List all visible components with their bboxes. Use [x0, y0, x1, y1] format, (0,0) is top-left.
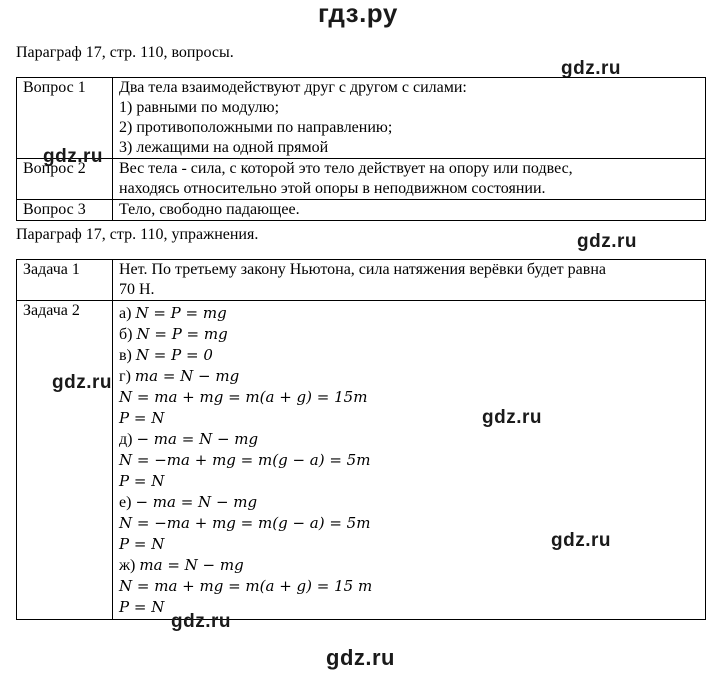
watermark-3: gdz.ru — [577, 231, 637, 252]
watermark-5: gdz.ru — [482, 407, 542, 428]
solution-formula: N = −ma + mg = m(g − a) = 5m — [119, 451, 371, 469]
solution-formula: − ma = N − mg — [136, 430, 259, 448]
answer-line: 2) противоположными по направлению; — [119, 119, 393, 136]
solution-line — [119, 534, 699, 555]
answer-line: находясь относительно этой опоры в неподвижном состоянии. — [119, 180, 546, 197]
answer-line: Вес тела - сила, с которой это тело действует на опору или подвес, — [119, 160, 573, 177]
answer-line: Нет. По третьему закону Ньютона, сила натяжения верёвки будет равна — [119, 261, 606, 278]
table-row — [17, 301, 706, 620]
answer-line: Два тела взаимодействуют друг с другом с силами: — [119, 79, 467, 96]
solution-formula: ma = N − mg — [134, 367, 240, 385]
solution-line — [119, 450, 699, 471]
solution-formula: P = N — [119, 598, 165, 616]
solution-line — [119, 513, 699, 534]
task-answer — [113, 301, 706, 620]
solution-prefix: е) — [119, 494, 136, 511]
row-label: Вопрос 2 — [17, 159, 113, 200]
solution-prefix: а) — [119, 305, 136, 322]
watermark-1: gdz.ru — [561, 58, 621, 79]
solution-line — [119, 366, 699, 387]
solution-formula: N = P = mg — [136, 325, 228, 343]
watermark-4: gdz.ru — [52, 372, 112, 393]
table-row — [17, 159, 706, 200]
solution-prefix: ж) — [119, 557, 140, 574]
solution-line — [119, 471, 699, 492]
watermark-2: gdz.ru — [43, 146, 103, 167]
questions-table — [16, 77, 706, 221]
row-answer — [113, 159, 706, 200]
watermark-top: гдз.ру — [318, 0, 398, 28]
solution-prefix: д) — [119, 431, 137, 448]
task-label: Задача 2 — [17, 301, 113, 620]
row-answer — [113, 200, 706, 221]
solution-formula: N = P = 0 — [135, 346, 213, 364]
solution-formula: N = P = mg — [135, 304, 227, 322]
solution-line — [119, 408, 699, 429]
solution-line — [119, 492, 699, 513]
answer-line: 1) равными по модулю; — [119, 99, 280, 116]
solution-line — [119, 576, 699, 597]
solution-line — [119, 345, 699, 366]
solution-line — [119, 429, 699, 450]
table-row — [17, 200, 706, 221]
solution-formula: ma = N − mg — [139, 556, 244, 574]
solution-formula: P = N — [119, 472, 165, 490]
exercises-table — [16, 259, 706, 620]
watermark-bottom: gdz.ru — [326, 645, 395, 670]
watermark-6: gdz.ru — [551, 530, 611, 551]
watermark-7: gdz.ru — [171, 611, 231, 632]
solution-formula: − ma = N − mg — [135, 493, 258, 511]
solution-formula: N = ma + mg = m(a + g) = 15 m — [119, 577, 373, 595]
task-label: Задача 1 — [17, 260, 113, 301]
answer-line: 70 Н. — [119, 281, 155, 298]
row-label: Вопрос 1 — [17, 78, 113, 159]
solution-line — [119, 387, 699, 408]
solution-prefix: г) — [119, 368, 135, 385]
solution-line — [119, 303, 699, 324]
section1-caption: Параграф 17, стр. 110, вопросы. — [16, 44, 234, 61]
solution-line — [119, 555, 699, 576]
solution-formula: N = −ma + mg = m(g − a) = 5m — [119, 514, 371, 532]
solution-formula: P = N — [119, 409, 165, 427]
solution-prefix: б) — [119, 326, 137, 343]
section2-caption: Параграф 17, стр. 110, упражнения. — [16, 226, 259, 243]
answer-line: 3) лежащими на одной прямой — [119, 139, 329, 156]
table-row — [17, 78, 706, 159]
solution-line — [119, 324, 699, 345]
solution-formula: N = ma + mg = m(a + g) = 15m — [119, 388, 368, 406]
row-label: Вопрос 3 — [17, 200, 113, 221]
row-answer — [113, 78, 706, 159]
answer-line: Тело, свободно падающее. — [119, 201, 300, 218]
table-row — [17, 260, 706, 301]
solution-prefix: в) — [119, 347, 136, 364]
task-answer — [113, 260, 706, 301]
solution-formula: P = N — [119, 535, 165, 553]
